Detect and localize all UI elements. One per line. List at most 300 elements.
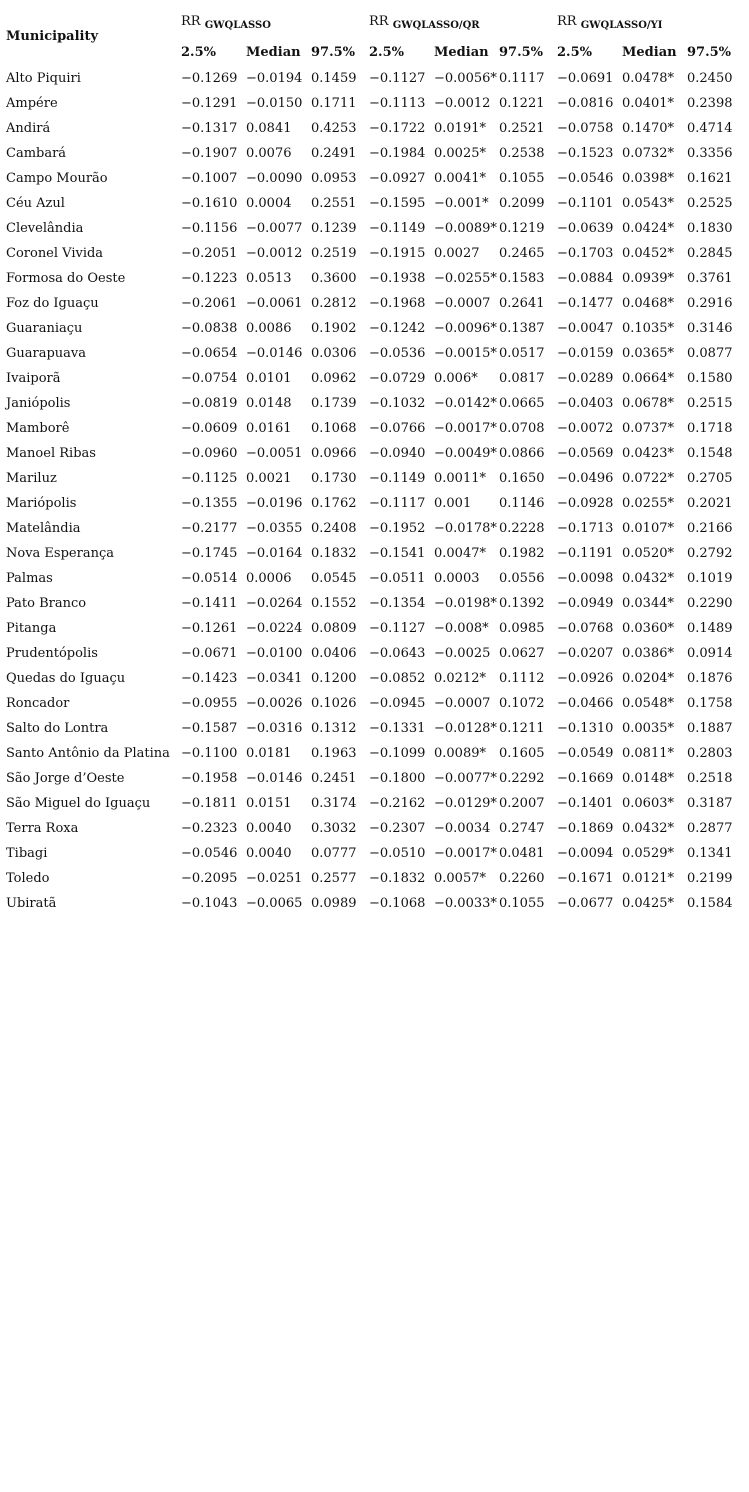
value-cell: 0.0148* bbox=[622, 771, 674, 786]
value-cell: −0.0207 bbox=[557, 646, 614, 661]
value-cell: 0.2007 bbox=[499, 796, 545, 811]
value-cell: −0.1269 bbox=[181, 71, 238, 86]
value-cell: −0.0289 bbox=[557, 371, 614, 386]
value-cell: −0.0355 bbox=[246, 521, 303, 536]
value-cell: 0.4253 bbox=[311, 121, 357, 136]
value-cell: −0.1411 bbox=[181, 596, 238, 611]
municipality-cell: Nova Esperança bbox=[6, 546, 114, 561]
value-cell: 0.0468* bbox=[622, 296, 674, 311]
municipality-cell: Palmas bbox=[6, 571, 53, 586]
table-row bbox=[6, 216, 745, 241]
value-cell: 0.1762 bbox=[311, 496, 357, 511]
table-row bbox=[6, 591, 745, 616]
value-cell: −0.1703 bbox=[557, 246, 614, 261]
value-cell: −0.2307 bbox=[369, 821, 426, 836]
value-cell: −0.1595 bbox=[369, 196, 426, 211]
value-cell: −0.1610 bbox=[181, 196, 238, 211]
value-cell: 0.0107* bbox=[622, 521, 674, 536]
value-cell: 0.0025* bbox=[434, 146, 486, 161]
value-cell: 0.2290 bbox=[687, 596, 733, 611]
table-row bbox=[6, 66, 745, 91]
value-cell: −0.0012 bbox=[246, 246, 303, 261]
value-cell: 0.0047* bbox=[434, 546, 486, 561]
value-cell: −0.1156 bbox=[181, 221, 238, 236]
group-header-gwqlasso-yi bbox=[557, 6, 745, 38]
municipality-cell: Mamborê bbox=[6, 421, 70, 436]
value-cell: 0.0603* bbox=[622, 796, 674, 811]
municipality-cell: Pitanga bbox=[6, 621, 57, 636]
value-cell: 0.0423* bbox=[622, 446, 674, 461]
value-cell: −0.1811 bbox=[181, 796, 238, 811]
value-cell: −0.0926 bbox=[557, 671, 614, 686]
value-cell: 0.0425* bbox=[622, 896, 674, 911]
value-cell: 0.0877 bbox=[687, 346, 733, 361]
value-cell: 0.0811* bbox=[622, 746, 674, 761]
value-cell: −0.0098 bbox=[557, 571, 614, 586]
value-cell: −0.001* bbox=[434, 196, 489, 211]
value-cell: 0.1718 bbox=[687, 421, 733, 436]
value-cell: −0.008* bbox=[434, 621, 489, 636]
value-cell: −0.0015* bbox=[434, 346, 497, 361]
value-cell: 0.2916 bbox=[687, 296, 733, 311]
value-cell: 0.2812 bbox=[311, 296, 357, 311]
table-row bbox=[6, 366, 745, 391]
value-cell: 0.1605 bbox=[499, 746, 545, 761]
value-cell: −0.0224 bbox=[246, 621, 303, 636]
value-cell: 0.0478* bbox=[622, 71, 674, 86]
value-cell: 0.0086 bbox=[246, 321, 292, 336]
value-cell: −0.2177 bbox=[181, 521, 238, 536]
table-row bbox=[6, 841, 745, 866]
municipality-cell: Pato Branco bbox=[6, 596, 87, 611]
table-row bbox=[6, 516, 745, 541]
value-cell: 0.1219 bbox=[499, 221, 545, 236]
value-cell: −0.1291 bbox=[181, 96, 238, 111]
value-cell: −0.0094 bbox=[557, 846, 614, 861]
value-cell: −0.1261 bbox=[181, 621, 238, 636]
value-cell: 0.0191* bbox=[434, 121, 486, 136]
value-cell: −0.1007 bbox=[181, 171, 238, 186]
value-cell: 0.0365* bbox=[622, 346, 674, 361]
table-row bbox=[6, 741, 745, 766]
table-row bbox=[6, 766, 745, 791]
value-cell: −0.0960 bbox=[181, 446, 238, 461]
value-cell: −0.0945 bbox=[369, 696, 426, 711]
value-cell: −0.0511 bbox=[369, 571, 426, 586]
value-cell: −0.0164 bbox=[246, 546, 303, 561]
value-cell: 0.0212* bbox=[434, 671, 486, 686]
value-cell: 0.0151 bbox=[246, 796, 292, 811]
value-cell: −0.1117 bbox=[369, 496, 426, 511]
value-cell: −0.1523 bbox=[557, 146, 614, 161]
table-row bbox=[6, 166, 745, 191]
value-cell: 0.1583 bbox=[499, 271, 545, 286]
value-cell: 0.2451 bbox=[311, 771, 357, 786]
value-cell: 0.0678* bbox=[622, 396, 674, 411]
column-header: Median bbox=[246, 44, 301, 60]
table-row bbox=[6, 116, 745, 141]
value-cell: 0.1055 bbox=[499, 896, 545, 911]
value-cell: 0.0841 bbox=[246, 121, 292, 136]
value-cell: 0.1019 bbox=[687, 571, 733, 586]
value-cell: 0.006* bbox=[434, 371, 478, 386]
value-cell: 0.2803 bbox=[687, 746, 733, 761]
value-cell: −0.1587 bbox=[181, 721, 238, 736]
column-header: 97.5% bbox=[687, 44, 732, 60]
table-row bbox=[6, 691, 745, 716]
value-cell: −0.1915 bbox=[369, 246, 426, 261]
value-cell: 0.0939* bbox=[622, 271, 674, 286]
table-row bbox=[6, 391, 745, 416]
value-cell: 0.0548* bbox=[622, 696, 674, 711]
value-cell: 0.1341 bbox=[687, 846, 733, 861]
municipality-cell: Coronel Vivida bbox=[6, 246, 104, 261]
value-cell: 0.1459 bbox=[311, 71, 357, 86]
value-cell: −0.1101 bbox=[557, 196, 614, 211]
group-prefix: RR bbox=[557, 13, 577, 29]
municipality-cell: Ampére bbox=[6, 96, 58, 111]
group-sub: GWQLASSO/YI bbox=[580, 19, 663, 31]
value-cell: −0.1938 bbox=[369, 271, 426, 286]
value-cell: −0.0729 bbox=[369, 371, 426, 386]
value-cell: −0.0927 bbox=[369, 171, 426, 186]
value-cell: −0.0949 bbox=[557, 596, 614, 611]
value-cell: 0.0809 bbox=[311, 621, 357, 636]
value-cell: 0.0732* bbox=[622, 146, 674, 161]
value-cell: 0.2260 bbox=[499, 871, 545, 886]
value-cell: −0.1958 bbox=[181, 771, 238, 786]
value-cell: −0.0007 bbox=[434, 696, 491, 711]
municipality-cell: Alto Piquiri bbox=[6, 71, 81, 86]
value-cell: 0.0401* bbox=[622, 96, 674, 111]
municipality-cell: Roncador bbox=[6, 696, 70, 711]
value-cell: −0.1713 bbox=[557, 521, 614, 536]
municipality-cell: Andirá bbox=[6, 121, 51, 136]
value-cell: −0.0026 bbox=[246, 696, 303, 711]
value-cell: −0.0051 bbox=[246, 446, 303, 461]
value-cell: −0.0677 bbox=[557, 896, 614, 911]
group-header-row bbox=[6, 6, 745, 38]
value-cell: 0.2491 bbox=[311, 146, 357, 161]
value-cell: 0.0181 bbox=[246, 746, 292, 761]
value-cell: 0.1035* bbox=[622, 321, 674, 336]
group-header-gwqlasso bbox=[181, 6, 369, 38]
value-cell: −0.0146 bbox=[246, 346, 303, 361]
value-cell: −0.1669 bbox=[557, 771, 614, 786]
table-row bbox=[6, 566, 745, 591]
municipality-cell: Santo Antônio da Platina bbox=[6, 746, 170, 761]
value-cell: −0.0639 bbox=[557, 221, 614, 236]
value-cell: 0.0962 bbox=[311, 371, 357, 386]
value-cell: −0.2162 bbox=[369, 796, 426, 811]
value-cell: 0.1489 bbox=[687, 621, 733, 636]
value-cell: 0.2747 bbox=[499, 821, 545, 836]
value-cell: −0.0549 bbox=[557, 746, 614, 761]
value-cell: −0.0198* bbox=[434, 596, 497, 611]
value-cell: −0.0546 bbox=[557, 171, 614, 186]
value-cell: −0.0816 bbox=[557, 96, 614, 111]
municipality-cell: Mariluz bbox=[6, 471, 57, 486]
value-cell: −0.1984 bbox=[369, 146, 426, 161]
value-cell: 0.0204* bbox=[622, 671, 674, 686]
value-cell: 0.2551 bbox=[311, 196, 357, 211]
value-cell: 0.1146 bbox=[499, 496, 545, 511]
value-cell: −0.0033* bbox=[434, 896, 497, 911]
value-cell: 0.0665 bbox=[499, 396, 545, 411]
value-cell: 0.0866 bbox=[499, 446, 545, 461]
value-cell: 0.0481 bbox=[499, 846, 545, 861]
value-cell: 0.1211 bbox=[499, 721, 545, 736]
table-row bbox=[6, 141, 745, 166]
value-cell: −0.1423 bbox=[181, 671, 238, 686]
value-cell: −0.1100 bbox=[181, 746, 238, 761]
value-cell: 0.2398 bbox=[687, 96, 733, 111]
value-cell: 0.2099 bbox=[499, 196, 545, 211]
value-cell: 0.1963 bbox=[311, 746, 357, 761]
value-cell: 0.0627 bbox=[499, 646, 545, 661]
value-cell: 0.1072 bbox=[499, 696, 545, 711]
value-cell: 0.2877 bbox=[687, 821, 733, 836]
value-cell: −0.1968 bbox=[369, 296, 426, 311]
group-sub: GWQLASSO/QR bbox=[392, 19, 480, 31]
value-cell: −0.1671 bbox=[557, 871, 614, 886]
value-cell: 0.1117 bbox=[499, 71, 545, 86]
municipality-cell: Foz do Iguaçu bbox=[6, 296, 99, 311]
value-cell: −0.1043 bbox=[181, 896, 238, 911]
table-row bbox=[6, 191, 745, 216]
value-cell: 0.1902 bbox=[311, 321, 357, 336]
column-header: 97.5% bbox=[499, 44, 544, 60]
value-cell: 0.2518 bbox=[687, 771, 733, 786]
value-cell: 0.1470* bbox=[622, 121, 674, 136]
value-cell: 0.0255* bbox=[622, 496, 674, 511]
value-cell: 0.0529* bbox=[622, 846, 674, 861]
value-cell: −0.2051 bbox=[181, 246, 238, 261]
value-cell: 0.001 bbox=[434, 496, 472, 511]
value-cell: 0.0452* bbox=[622, 246, 674, 261]
value-cell: −0.0691 bbox=[557, 71, 614, 86]
municipality-cell: Campo Mourão bbox=[6, 171, 108, 186]
municipality-cell: São Jorge d’Oeste bbox=[6, 771, 125, 786]
value-cell: 0.0985 bbox=[499, 621, 545, 636]
value-cell: −0.0341 bbox=[246, 671, 303, 686]
value-cell: −0.0609 bbox=[181, 421, 238, 436]
group-header-gwqlasso-qr bbox=[369, 6, 557, 38]
value-cell: 0.1055 bbox=[499, 171, 545, 186]
value-cell: 0.1650 bbox=[499, 471, 545, 486]
municipality-cell: Manoel Ribas bbox=[6, 446, 96, 461]
value-cell: 0.2705 bbox=[687, 471, 733, 486]
value-cell: 0.2519 bbox=[311, 246, 357, 261]
value-cell: −0.1745 bbox=[181, 546, 238, 561]
value-cell: 0.1387 bbox=[499, 321, 545, 336]
value-cell: 0.0966 bbox=[311, 446, 357, 461]
value-cell: 0.0089* bbox=[434, 746, 486, 761]
value-cell: −0.1869 bbox=[557, 821, 614, 836]
value-cell: 0.0360* bbox=[622, 621, 674, 636]
column-header: Median bbox=[434, 44, 489, 60]
municipality-cell: Toledo bbox=[6, 871, 50, 886]
value-cell: 0.0344* bbox=[622, 596, 674, 611]
table-row bbox=[6, 491, 745, 516]
value-cell: −0.1401 bbox=[557, 796, 614, 811]
value-cell: −0.0142* bbox=[434, 396, 497, 411]
value-cell: 0.0406 bbox=[311, 646, 357, 661]
municipality-cell: Clevelândia bbox=[6, 221, 84, 236]
value-cell: −0.1149 bbox=[369, 471, 426, 486]
value-cell: 0.1887 bbox=[687, 721, 733, 736]
municipality-cell: Guarapuava bbox=[6, 346, 87, 361]
table-body bbox=[6, 66, 745, 916]
column-header: 2.5% bbox=[369, 44, 404, 60]
column-header: 2.5% bbox=[181, 44, 216, 60]
value-cell: 0.0040 bbox=[246, 846, 292, 861]
value-cell: 0.1711 bbox=[311, 96, 357, 111]
value-cell: −0.0255* bbox=[434, 271, 497, 286]
municipality-cell: Tibagi bbox=[6, 846, 48, 861]
table-row bbox=[6, 541, 745, 566]
value-cell: −0.0643 bbox=[369, 646, 426, 661]
value-cell: 0.2792 bbox=[687, 546, 733, 561]
value-cell: −0.1149 bbox=[369, 221, 426, 236]
value-cell: −0.1068 bbox=[369, 896, 426, 911]
value-cell: −0.0928 bbox=[557, 496, 614, 511]
value-cell: −0.0403 bbox=[557, 396, 614, 411]
table-row bbox=[6, 866, 745, 891]
value-cell: 0.2538 bbox=[499, 146, 545, 161]
value-cell: 0.0777 bbox=[311, 846, 357, 861]
value-cell: −0.0025 bbox=[434, 646, 491, 661]
table-row bbox=[6, 316, 745, 341]
value-cell: −0.0077* bbox=[434, 771, 497, 786]
value-cell: −0.0065 bbox=[246, 896, 303, 911]
value-cell: −0.0077 bbox=[246, 221, 303, 236]
value-cell: −0.1331 bbox=[369, 721, 426, 736]
value-cell: 0.0021 bbox=[246, 471, 292, 486]
value-cell: 0.0914 bbox=[687, 646, 733, 661]
value-cell: −0.0852 bbox=[369, 671, 426, 686]
table-row bbox=[6, 241, 745, 266]
value-cell: −0.1127 bbox=[369, 621, 426, 636]
value-cell: −0.0017* bbox=[434, 421, 497, 436]
value-cell: −0.0007 bbox=[434, 296, 491, 311]
table-row bbox=[6, 91, 745, 116]
value-cell: −0.0671 bbox=[181, 646, 238, 661]
value-cell: −0.0129* bbox=[434, 796, 497, 811]
value-cell: 0.4714 bbox=[687, 121, 733, 136]
value-cell: 0.1552 bbox=[311, 596, 357, 611]
column-header: 2.5% bbox=[557, 44, 592, 60]
value-cell: 0.0817 bbox=[499, 371, 545, 386]
value-cell: 0.3146 bbox=[687, 321, 733, 336]
value-cell: 0.0664* bbox=[622, 371, 674, 386]
table-row bbox=[6, 791, 745, 816]
value-cell: −0.0466 bbox=[557, 696, 614, 711]
value-cell: 0.0398* bbox=[622, 171, 674, 186]
value-cell: 0.1200 bbox=[311, 671, 357, 686]
value-cell: 0.0011* bbox=[434, 471, 486, 486]
table-row bbox=[6, 441, 745, 466]
value-cell: 0.1548 bbox=[687, 446, 733, 461]
group-sub: GWQLASSO bbox=[204, 19, 271, 31]
value-cell: −0.0089* bbox=[434, 221, 497, 236]
value-cell: −0.0955 bbox=[181, 696, 238, 711]
value-cell: −0.1310 bbox=[557, 721, 614, 736]
value-cell: −0.1125 bbox=[181, 471, 238, 486]
value-cell: 0.1312 bbox=[311, 721, 357, 736]
value-cell: 0.2525 bbox=[687, 196, 733, 211]
value-cell: −0.0536 bbox=[369, 346, 426, 361]
value-cell: 0.2199 bbox=[687, 871, 733, 886]
municipality-cell: Matelândia bbox=[6, 521, 81, 536]
value-cell: −0.1800 bbox=[369, 771, 426, 786]
value-cell: 0.3761 bbox=[687, 271, 733, 286]
value-cell: 0.1112 bbox=[499, 671, 545, 686]
value-cell: 0.1621 bbox=[687, 171, 733, 186]
value-cell: −0.0194 bbox=[246, 71, 303, 86]
value-cell: 0.2845 bbox=[687, 246, 733, 261]
value-cell: −0.0569 bbox=[557, 446, 614, 461]
value-cell: 0.0306 bbox=[311, 346, 357, 361]
value-cell: −0.1032 bbox=[369, 396, 426, 411]
value-cell: −0.0196 bbox=[246, 496, 303, 511]
group-prefix: RR bbox=[181, 13, 201, 29]
municipality-cell: Terra Roxa bbox=[6, 821, 79, 836]
value-cell: −0.1317 bbox=[181, 121, 238, 136]
municipality-cell: Mariópolis bbox=[6, 496, 77, 511]
value-cell: 0.0708 bbox=[499, 421, 545, 436]
table-row bbox=[6, 616, 745, 641]
value-cell: −0.0146 bbox=[246, 771, 303, 786]
value-cell: 0.0035* bbox=[622, 721, 674, 736]
value-cell: 0.0517 bbox=[499, 346, 545, 361]
municipality-cell: Janiópolis bbox=[6, 396, 71, 411]
value-cell: 0.0513 bbox=[246, 271, 292, 286]
value-cell: 0.1830 bbox=[687, 221, 733, 236]
value-cell: 0.0989 bbox=[311, 896, 357, 911]
value-cell: −0.0128* bbox=[434, 721, 497, 736]
value-cell: −0.0251 bbox=[246, 871, 303, 886]
value-cell: −0.0264 bbox=[246, 596, 303, 611]
municipality-cell: Cambará bbox=[6, 146, 67, 161]
value-cell: 0.1026 bbox=[311, 696, 357, 711]
value-cell: −0.0017* bbox=[434, 846, 497, 861]
value-cell: 0.1758 bbox=[687, 696, 733, 711]
value-cell: 0.2408 bbox=[311, 521, 357, 536]
value-cell: −0.1541 bbox=[369, 546, 426, 561]
value-cell: −0.1223 bbox=[181, 271, 238, 286]
value-cell: −0.1354 bbox=[369, 596, 426, 611]
value-cell: −0.0047 bbox=[557, 321, 614, 336]
value-cell: −0.0178* bbox=[434, 521, 497, 536]
value-cell: −0.2095 bbox=[181, 871, 238, 886]
value-cell: 0.0003 bbox=[434, 571, 480, 586]
value-cell: −0.2061 bbox=[181, 296, 238, 311]
municipality-cell: Prudentópolis bbox=[6, 646, 98, 661]
value-cell: 0.0121* bbox=[622, 871, 674, 886]
value-cell: −0.1722 bbox=[369, 121, 426, 136]
value-cell: −0.1907 bbox=[181, 146, 238, 161]
table-row bbox=[6, 266, 745, 291]
value-cell: 0.2166 bbox=[687, 521, 733, 536]
value-cell: −0.0514 bbox=[181, 571, 238, 586]
value-cell: 0.3356 bbox=[687, 146, 733, 161]
value-cell: 0.1832 bbox=[311, 546, 357, 561]
value-cell: 0.1580 bbox=[687, 371, 733, 386]
column-header: Median bbox=[622, 44, 677, 60]
value-cell: −0.0061 bbox=[246, 296, 303, 311]
value-cell: −0.1242 bbox=[369, 321, 426, 336]
